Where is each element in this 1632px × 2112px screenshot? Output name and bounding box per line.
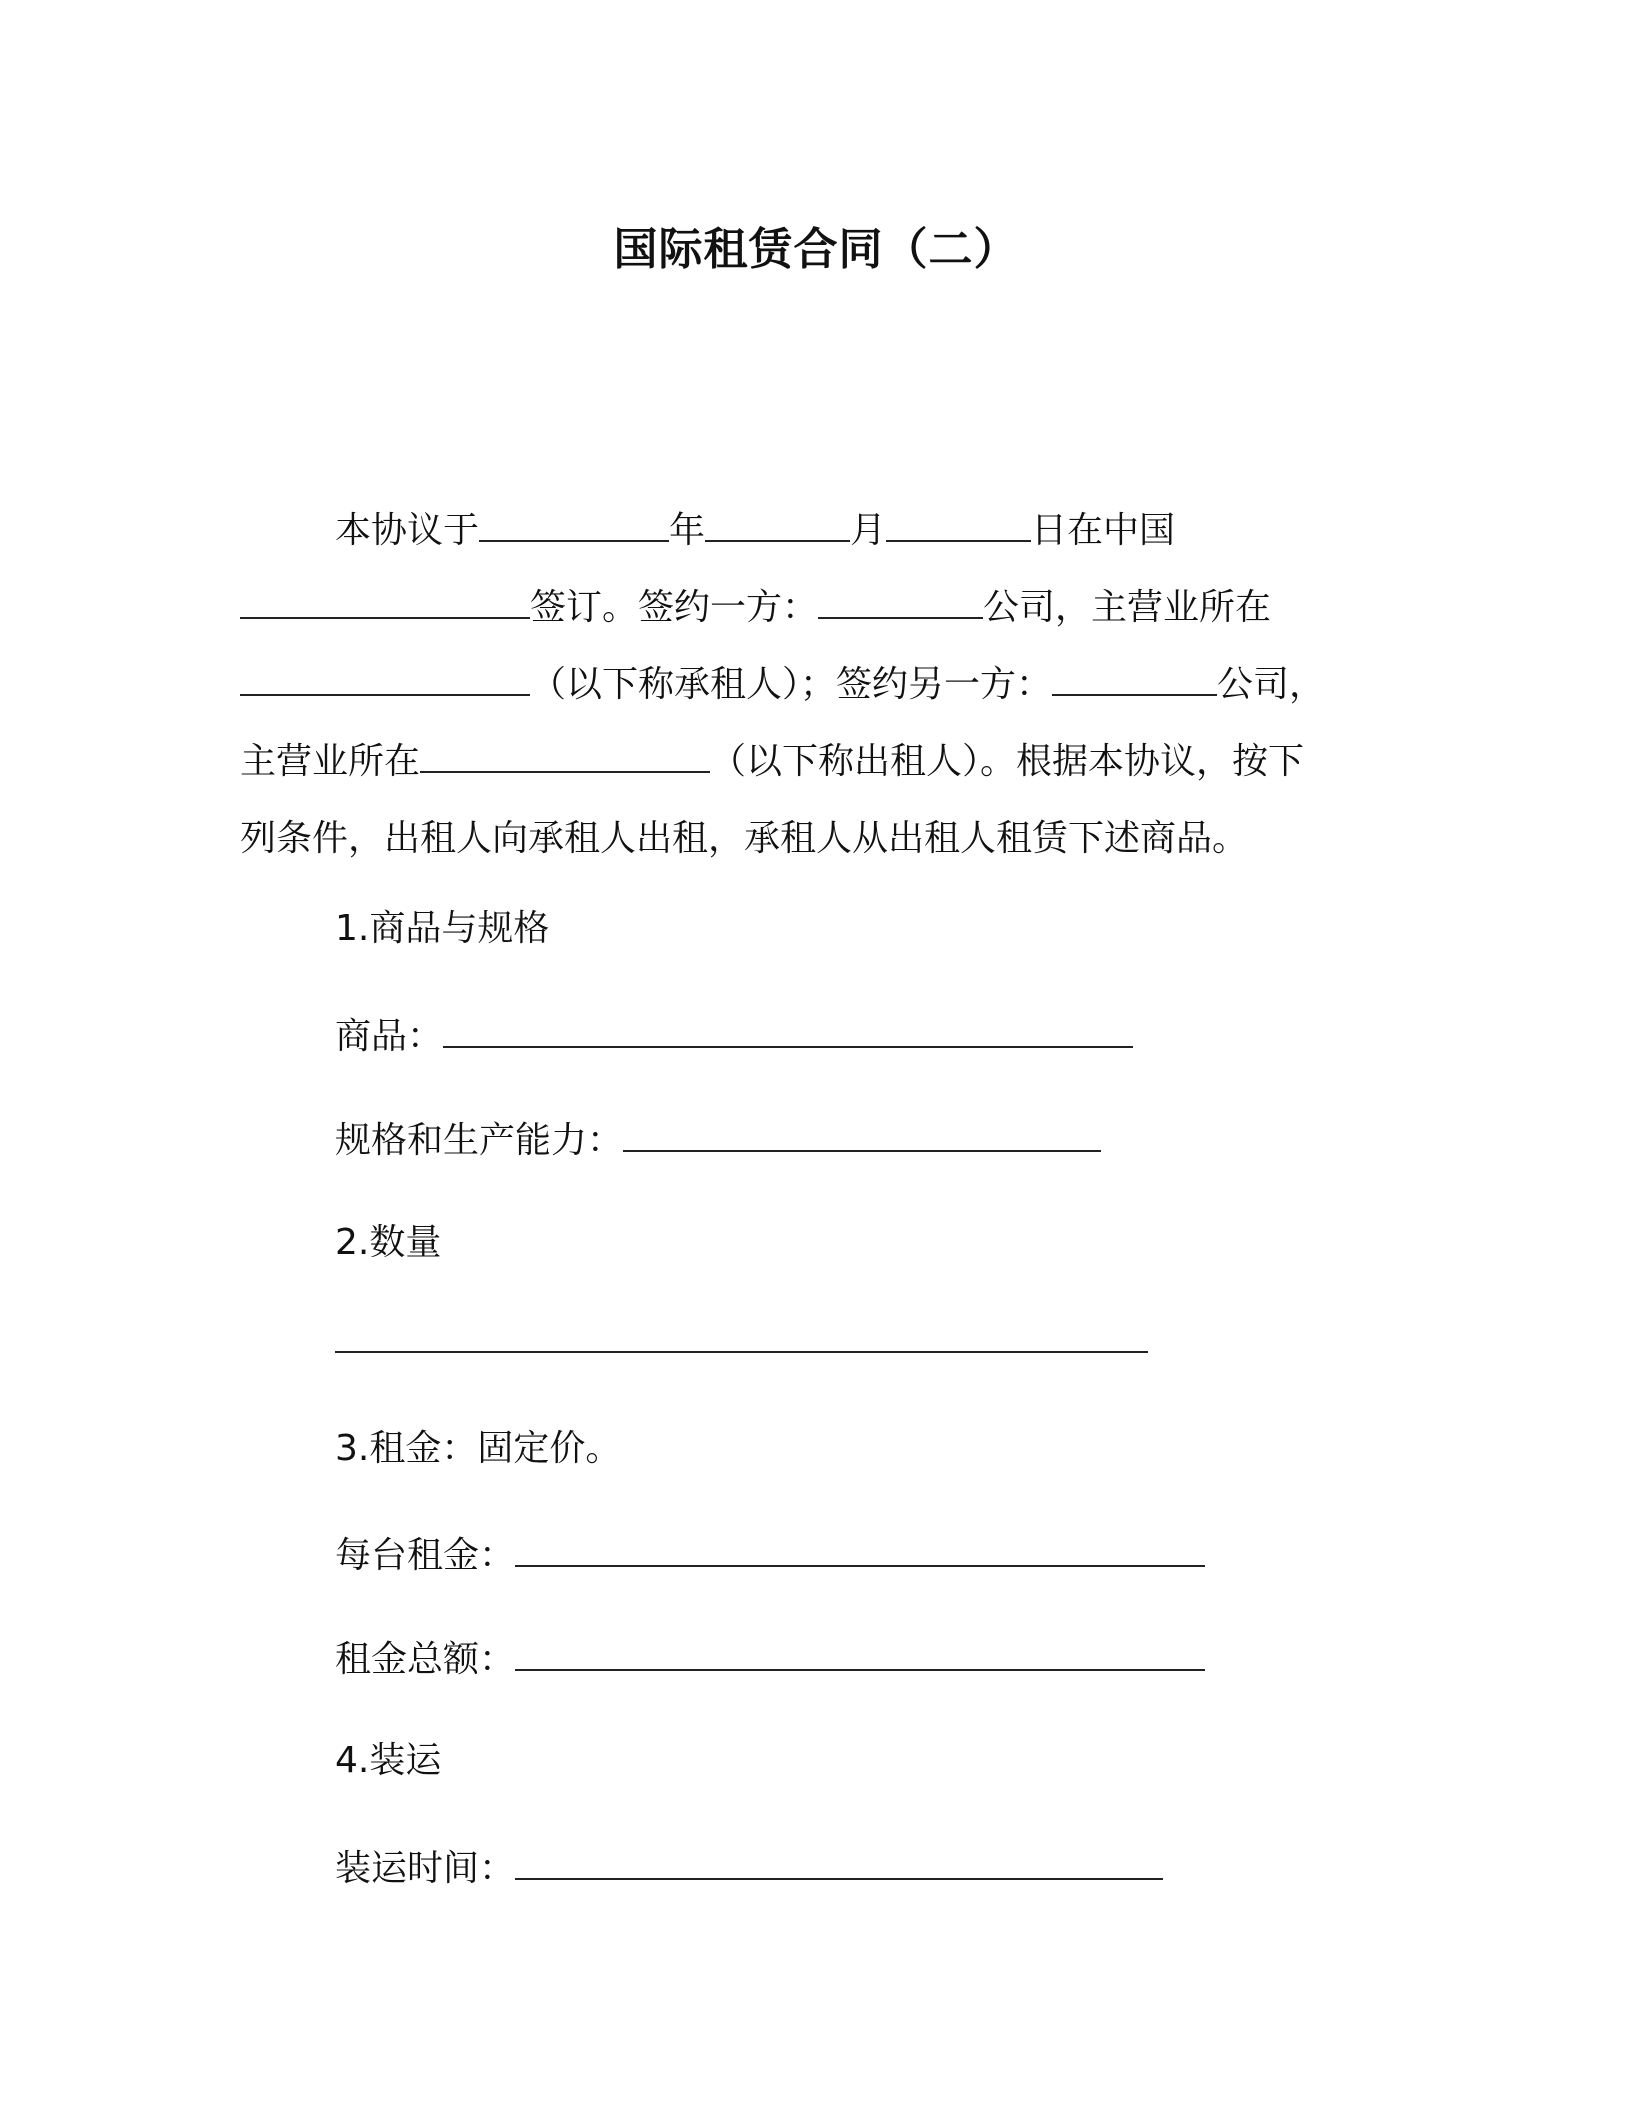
intro-text: 主营业所在: [240, 741, 421, 782]
spec-blank: [623, 1120, 1101, 1152]
day-blank: [886, 510, 1031, 542]
section-1-heading: 1.商品与规格: [335, 908, 550, 949]
intro-line-5: 列条件，出租人向承租人出租，承租人从出租人租赁下述商品。: [240, 818, 1249, 859]
ship-time-blank: [515, 1848, 1163, 1880]
intro-line-4: [240, 723, 1360, 800]
document-title: 国际租赁合同（二）: [613, 224, 1019, 275]
goods-label: 商品：: [335, 1016, 444, 1057]
total-rent-label: 租金总额：: [335, 1639, 516, 1680]
section-4-heading: 4.装运: [335, 1740, 442, 1781]
party-a-company-blank: [818, 587, 983, 619]
party-a-address-blank: [240, 664, 530, 696]
intro-text: 公司，主营业所在: [983, 587, 1272, 628]
intro-text: 签订。签约一方：: [530, 587, 819, 628]
intro-text: 公司，: [1217, 664, 1326, 705]
intro-text: 年: [669, 510, 706, 551]
spec-label: 规格和生产能力：: [335, 1120, 624, 1161]
quantity-field: [335, 1318, 1148, 1366]
place-blank: [240, 587, 530, 619]
intro-text: 日在中国: [1031, 510, 1176, 551]
intro-text: （以下称出租人）。根据本协议，按下: [710, 741, 1305, 782]
unit-rent-label: 每台租金：: [335, 1535, 516, 1576]
intro-line-3: [240, 646, 1360, 723]
goods-blank: [443, 1016, 1133, 1048]
ship-time-field: [335, 1845, 1163, 1893]
ship-time-label: 装运时间：: [335, 1848, 516, 1889]
year-blank: [479, 510, 669, 542]
party-b-address-blank: [420, 741, 710, 773]
intro-line-2: [240, 569, 1360, 646]
section-2-heading: 2.数量: [335, 1222, 442, 1263]
intro-paragraph: [240, 492, 1360, 877]
quantity-blank: [335, 1321, 1148, 1353]
total-rent-blank: [515, 1639, 1205, 1671]
party-b-company-blank: [1052, 664, 1217, 696]
month-blank: [705, 510, 850, 542]
goods-field: [335, 1013, 1133, 1061]
unit-rent-blank: [515, 1535, 1205, 1567]
intro-text: 月: [850, 510, 887, 551]
spec-field: [335, 1117, 1101, 1165]
intro-text: 本协议于: [335, 510, 480, 551]
unit-rent-field: [335, 1532, 1205, 1580]
section-3-heading: 3.租金：固定价。: [335, 1428, 622, 1469]
intro-text: （以下称承租人）；签约另一方：: [530, 664, 1053, 705]
intro-line-1: [240, 492, 1360, 569]
total-rent-field: [335, 1636, 1205, 1684]
